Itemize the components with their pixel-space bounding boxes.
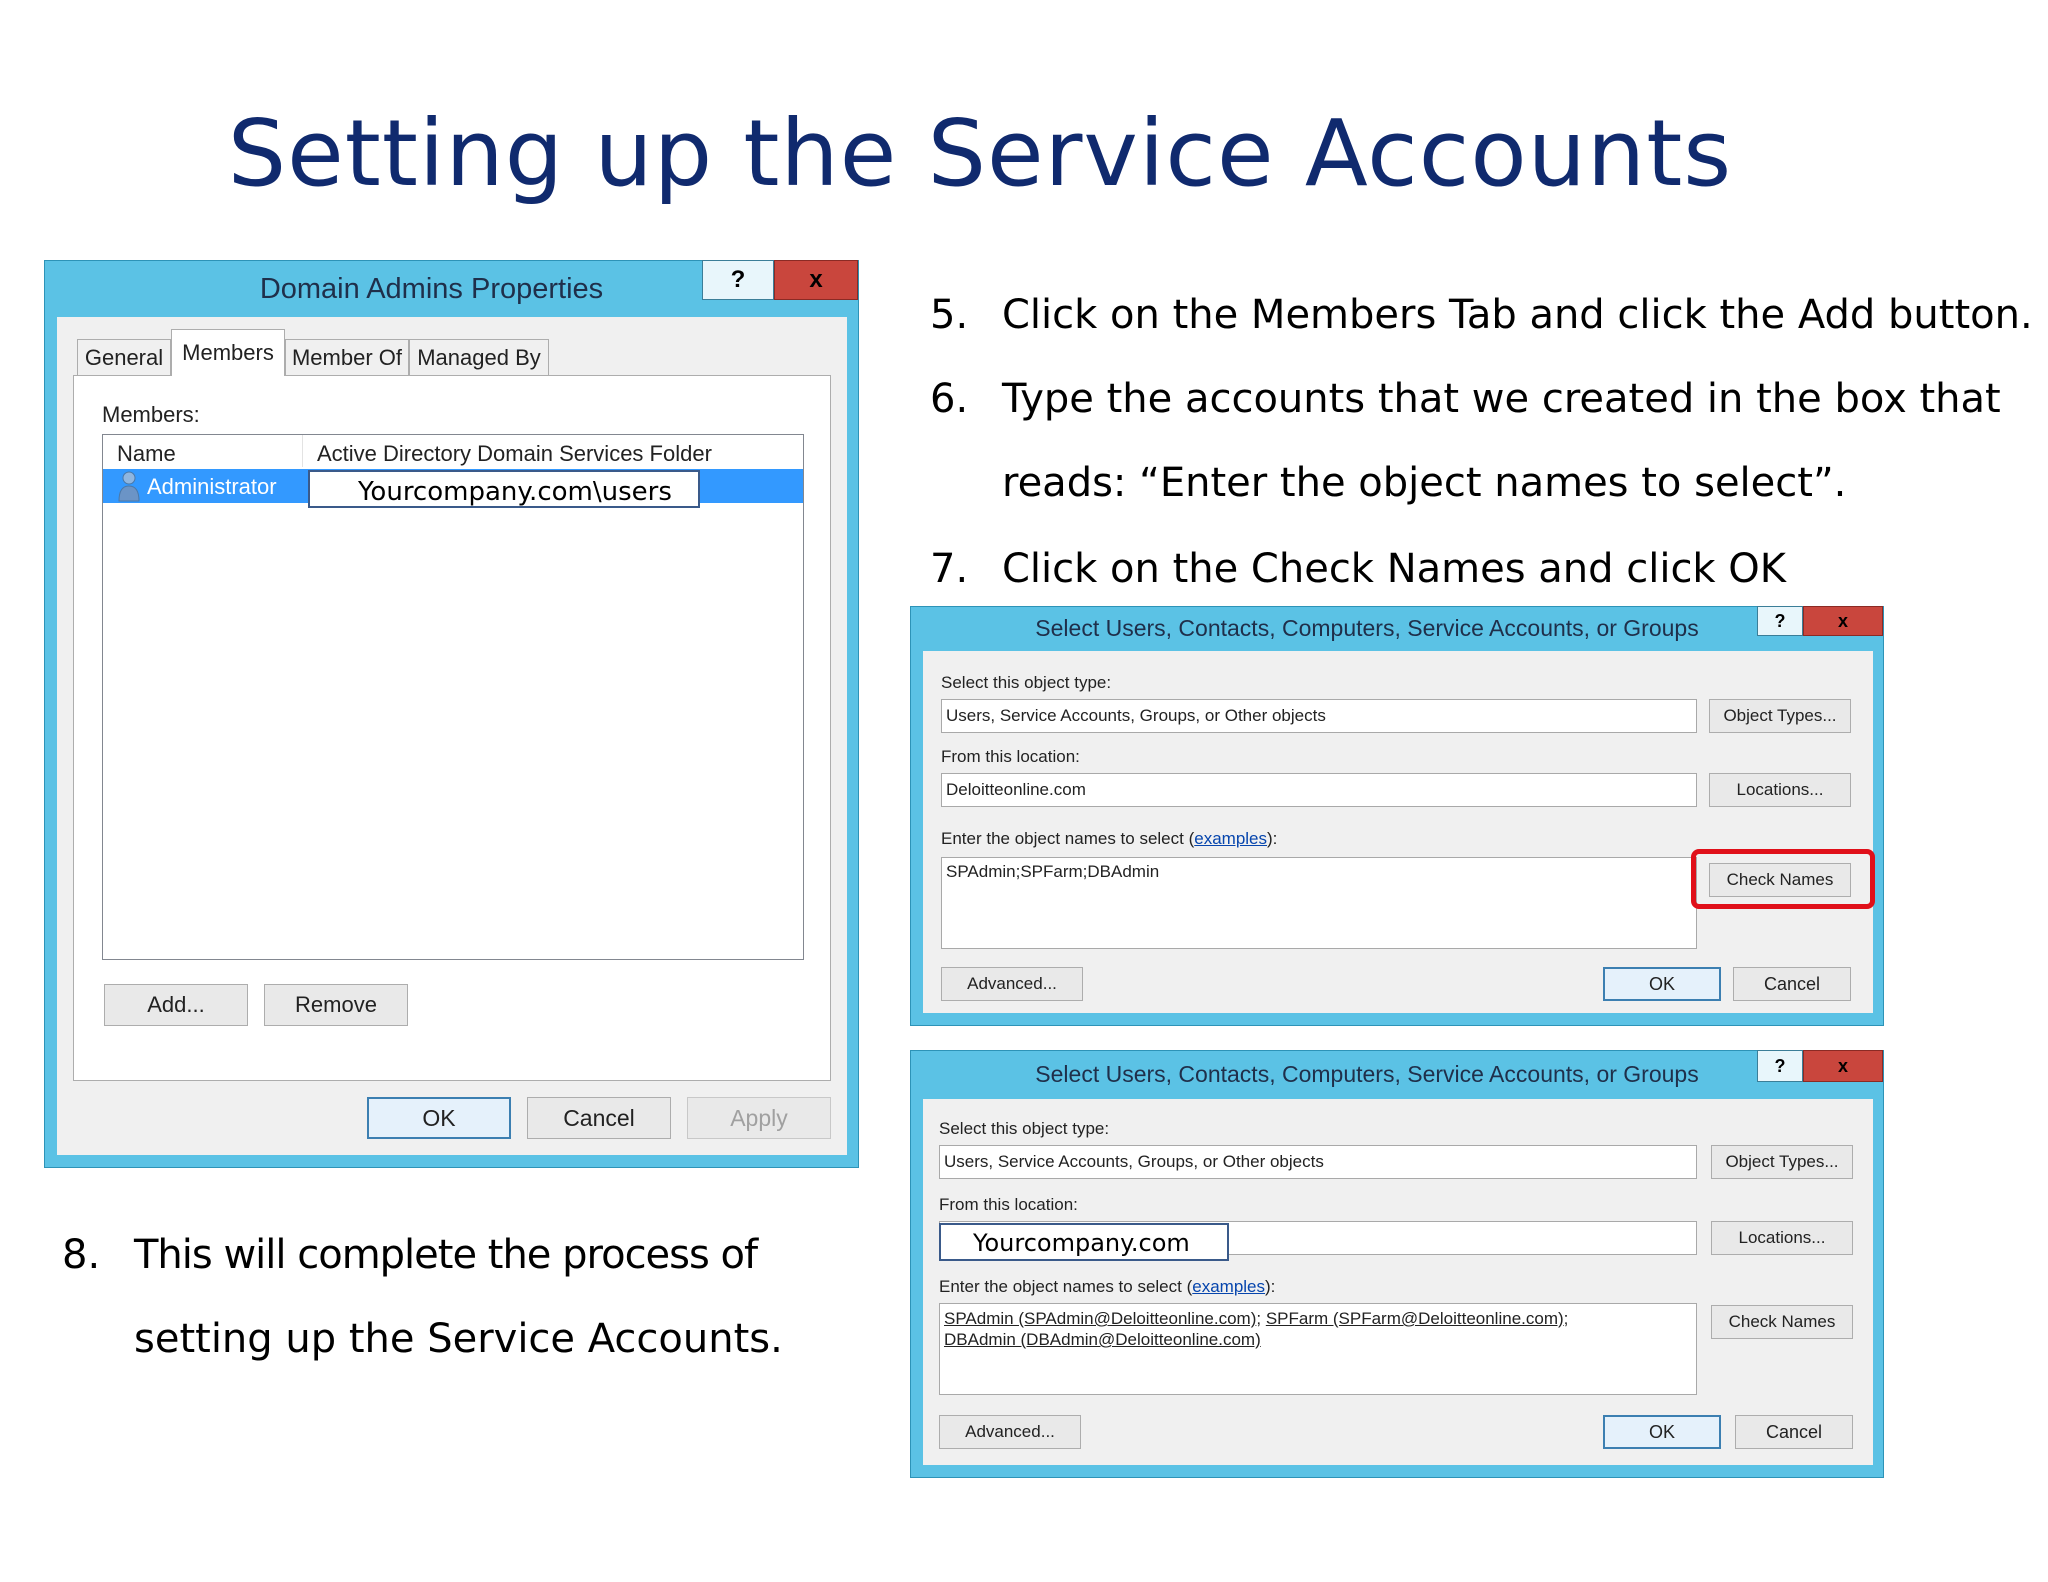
- dialog-client: [57, 317, 847, 1155]
- location-value-box: [939, 1223, 1229, 1261]
- select-users-dialog-1: [910, 606, 1884, 1026]
- advanced-button[interactable]: Advanced...: [939, 1415, 1081, 1449]
- object-names-label: [939, 1277, 1275, 1297]
- resolved-name-dbadmin[interactable]: DBAdmin (DBAdmin@Deloitteonline.com): [944, 1330, 1261, 1349]
- dialog-title: Select Users, Contacts, Computers, Service Accounts, or Groups: [1035, 1061, 1699, 1087]
- dialog-client: [923, 1099, 1873, 1465]
- close-button[interactable]: x: [774, 260, 858, 300]
- object-names-input[interactable]: [939, 1303, 1697, 1395]
- step-7: [930, 546, 2030, 606]
- member-folder-text: Yourcompany.com\users: [358, 477, 672, 507]
- tab-general[interactable]: General: [77, 339, 171, 375]
- location-field: Deloitteonline.com: [941, 773, 1697, 807]
- help-button[interactable]: ?: [1757, 1050, 1803, 1082]
- check-names-button[interactable]: Check Names: [1709, 863, 1851, 897]
- help-button[interactable]: ?: [1757, 606, 1803, 636]
- add-button[interactable]: Add...: [104, 984, 248, 1026]
- object-names-label-text: Enter the object names to select (: [939, 1277, 1193, 1296]
- locations-button[interactable]: Locations...: [1709, 773, 1851, 807]
- dialog-title: Domain Admins Properties: [259, 273, 604, 305]
- cancel-button[interactable]: Cancel: [1735, 1415, 1853, 1449]
- slide-title: Setting up the Service Accounts: [227, 100, 1733, 207]
- step-8-number: 8.: [62, 1232, 101, 1278]
- step-5-text: Click on the Members Tab and click the Add button.: [1002, 292, 2033, 338]
- advanced-button[interactable]: Advanced...: [941, 967, 1083, 1001]
- locations-button[interactable]: Locations...: [1711, 1221, 1853, 1255]
- step-7-number: 7.: [930, 546, 969, 592]
- object-names-label-end: ):: [1267, 829, 1278, 848]
- name-separator: ;: [1563, 1309, 1569, 1328]
- object-type-label: Select this object type:: [941, 673, 1112, 692]
- step-6-line-1: Type the accounts that we created in the box that: [1002, 376, 2001, 422]
- object-names-label-text: Enter the object names to select (: [941, 829, 1195, 848]
- step-8: [62, 1232, 862, 1382]
- step-8-line-2: setting up the Service Accounts.: [134, 1316, 783, 1362]
- dialog-client: [923, 651, 1873, 1013]
- member-name-cell: Administrator: [147, 474, 277, 499]
- remove-button[interactable]: Remove: [264, 984, 408, 1026]
- object-names-label-end: ):: [1265, 1277, 1276, 1296]
- step-6-number: 6.: [930, 376, 969, 422]
- user-icon: [117, 470, 141, 502]
- apply-button[interactable]: Apply: [687, 1097, 831, 1139]
- column-header-name[interactable]: [103, 435, 303, 467]
- close-button[interactable]: x: [1803, 606, 1883, 636]
- tab-managed-by[interactable]: Managed By: [409, 339, 549, 375]
- cancel-button[interactable]: Cancel: [1733, 967, 1851, 1001]
- member-folder-cell: [308, 470, 700, 508]
- members-tab-page: [73, 375, 831, 1081]
- object-type-field: Users, Service Accounts, Groups, or Other objects: [939, 1145, 1697, 1179]
- examples-link[interactable]: examples: [1194, 829, 1268, 848]
- step-5: [930, 292, 2033, 352]
- object-types-button[interactable]: Object Types...: [1711, 1145, 1853, 1179]
- select-users-dialog-2: [910, 1050, 1884, 1478]
- table-row[interactable]: [103, 469, 803, 507]
- examples-link[interactable]: examples: [1192, 1277, 1266, 1296]
- dialog-title: Select Users, Contacts, Computers, Service Accounts, or Groups: [1035, 615, 1699, 641]
- object-names-input[interactable]: SPAdmin;SPFarm;DBAdmin: [941, 857, 1697, 949]
- location-label: From this location:: [941, 747, 1080, 766]
- column-header-name-label: Name: [117, 441, 176, 466]
- check-names-button[interactable]: Check Names: [1711, 1305, 1853, 1339]
- column-header-folder-label: Active Directory Domain Services Folder: [317, 441, 712, 466]
- resolved-names-line-2: [944, 1329, 1696, 1350]
- step-7-text: Click on the Check Names and click OK: [1002, 546, 1787, 592]
- object-type-label: Select this object type:: [939, 1119, 1110, 1138]
- tab-members[interactable]: Members: [171, 329, 285, 376]
- object-type-field: Users, Service Accounts, Groups, or Other objects: [941, 699, 1697, 733]
- object-names-label: [941, 829, 1277, 849]
- ok-button[interactable]: OK: [367, 1097, 511, 1139]
- tab-member-of[interactable]: Member Of: [285, 339, 409, 375]
- step-6: [930, 376, 2030, 526]
- domain-admins-properties-dialog: [44, 260, 859, 1168]
- resolved-names-line-1: [944, 1308, 1696, 1329]
- location-label: From this location:: [939, 1195, 1078, 1214]
- column-header-folder[interactable]: [303, 435, 803, 467]
- help-button[interactable]: ?: [702, 260, 774, 300]
- resolved-name-spadmin[interactable]: SPAdmin (SPAdmin@Deloitteonline.com): [944, 1309, 1257, 1328]
- resolved-name-spfarm[interactable]: SPFarm (SPFarm@Deloitteonline.com): [1265, 1309, 1564, 1328]
- cancel-button[interactable]: Cancel: [527, 1097, 671, 1139]
- ok-button[interactable]: OK: [1603, 967, 1721, 1001]
- name-separator: ;: [1256, 1309, 1266, 1328]
- members-label: Members:: [102, 402, 200, 427]
- close-button[interactable]: x: [1803, 1050, 1883, 1082]
- members-list[interactable]: [102, 434, 804, 960]
- location-value: Yourcompany.com: [973, 1229, 1190, 1257]
- step-8-line-1: This will complete the process of: [134, 1232, 758, 1278]
- object-types-button[interactable]: Object Types...: [1709, 699, 1851, 733]
- ok-button[interactable]: OK: [1603, 1415, 1721, 1449]
- step-6-line-2: reads: “Enter the object names to select”.: [1002, 460, 1847, 506]
- step-5-number: 5.: [930, 292, 969, 338]
